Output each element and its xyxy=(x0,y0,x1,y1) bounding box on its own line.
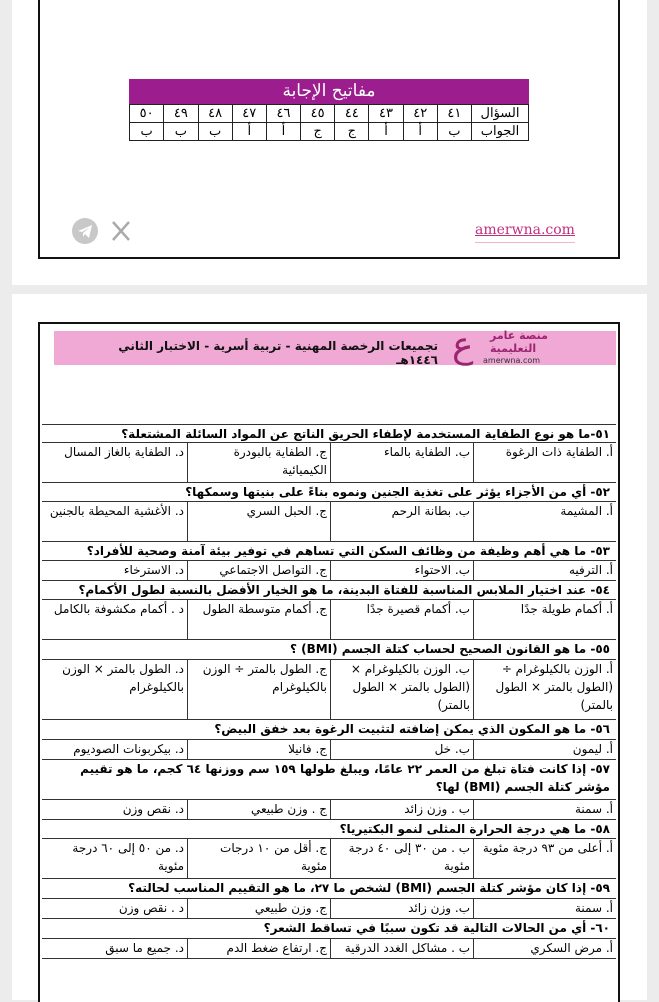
options-row-51 xyxy=(42,442,616,483)
option-a: أ. سمنة xyxy=(473,899,616,919)
key-a-cell: أ xyxy=(232,123,266,141)
key-q-cell: ٤٩ xyxy=(164,105,198,123)
question-51: ٥١-ما هو نوع الطفاية المستخدمة لإطفاء الحريق الناتج عن المواد السائلة المشتعلة؟ xyxy=(42,424,616,442)
option-a: أ. سمنة xyxy=(473,800,616,820)
question-53: ٥٣- ما هي أهم وظيفة من وظائف السكن التي تساهم في توفير بيئة آمنة وصحية للأفراد؟ xyxy=(42,541,616,560)
option-d: د. الطول بالمتر × الوزن بالكيلوغرام xyxy=(62,662,184,694)
answer-key-question-row xyxy=(130,105,529,123)
option-d: د. الطفاية بالغاز المسال xyxy=(64,445,184,459)
options-row-53 xyxy=(42,560,616,581)
option-a: أ. الطفاية ذات الرغوة xyxy=(473,443,616,483)
answer-key-answer-row xyxy=(130,123,529,141)
option-d: د. الاسترخاء xyxy=(123,563,184,577)
option-c: ج. الطفاية بالبودرة الكيميائية xyxy=(187,443,330,483)
question-58: ٥٨- ما هي درجة الحرارة المثلى لنمو البكتيريا؟ xyxy=(42,819,616,838)
options-row-55 xyxy=(42,659,616,720)
options-row-59 xyxy=(42,898,616,919)
options-row-56 xyxy=(42,739,616,760)
table-bottom-border xyxy=(42,958,616,959)
option-c: ج . وزن طبيعي xyxy=(187,800,330,820)
option-b: ب . مشاكل الغدد الدرقية xyxy=(330,939,473,959)
option-b: ب. خل xyxy=(330,740,473,760)
answer-key-title: مفاتيح الإجابة xyxy=(129,79,529,104)
option-d: د . أكمام مكشوفة بالكامل xyxy=(53,602,184,616)
option-a: أ. أكمام طويلة جدًا xyxy=(473,600,616,640)
option-a: أ. الوزن بالكيلوغرام ÷ (الطول بالمتر × الطول بالمتر) xyxy=(473,660,616,720)
key-q-cell: ٤٥ xyxy=(301,105,335,123)
logo-line-2: التعليمية xyxy=(490,342,537,355)
logo-icon: ع xyxy=(452,325,474,366)
option-d: د. بيكربونات الصوديوم xyxy=(73,742,184,756)
question-56: ٥٦- ما هو المكون الذي يمكن إضافته لتثبيت الرغوة بعد خفق البيض؟ xyxy=(42,719,616,739)
options-row-58 xyxy=(42,838,616,879)
option-c: ج. الحبل السري xyxy=(187,502,330,542)
option-d: د . نقص وزن xyxy=(118,901,184,915)
question-54: ٥٤- عند اختيار الملابس المناسبة للفتاة البدينة، ما هو الخيار الأفضل بالنسبة لطول الأكمام؟ xyxy=(42,580,616,599)
question-55: ٥٥- ما هو القانون الصحيح لحساب كتلة الجسم (BMI) ؟ xyxy=(42,639,616,659)
watermark-link[interactable]: amerwna.com xyxy=(475,222,575,238)
key-q-cell: ٤٣ xyxy=(369,105,403,123)
option-b: ب. بطانة الرحم xyxy=(330,502,473,542)
key-q-cell: ٤٤ xyxy=(335,105,369,123)
question-label-cell: السؤال xyxy=(472,105,529,123)
key-a-cell: أ xyxy=(266,123,300,141)
options-row-54 xyxy=(42,599,616,640)
key-a-cell: ب xyxy=(130,123,164,141)
key-q-cell: ٤٦ xyxy=(266,105,300,123)
telegram-icon[interactable] xyxy=(72,218,98,244)
option-d: د. من ٥٠ إلى ٦٠ درجة مئوية xyxy=(72,841,184,873)
option-c: ج. أكمام متوسطة الطول xyxy=(187,600,330,640)
option-d: د. الأغشية المحيطة بالجنين xyxy=(49,504,184,518)
question-59: ٥٩- إذا كان مؤشر كتلة الجسم (BMI) لشخص ما ٢٧، ما هو التقييم المناسب لحالته؟ xyxy=(42,878,616,898)
key-a-cell: أ xyxy=(369,123,403,141)
answer-label-cell: الجواب xyxy=(472,123,529,141)
option-c: ج. ارتفاع ضغط الدم xyxy=(187,939,330,959)
key-q-cell: ٥٠ xyxy=(130,105,164,123)
option-c: ج. أقل من ١٠ درجات مئوية xyxy=(187,839,330,879)
option-a: أ. مرض السكري xyxy=(473,939,616,959)
key-a-cell: ب xyxy=(164,123,198,141)
question-52: ٥٢- أي من الأجزاء يؤثر على تغذية الجنين ونموه بناءً على بنيتها وسمكها؟ xyxy=(42,482,616,501)
option-b: ب. الوزن بالكيلوغرام × (الطول بالمتر × الطول بالمتر) xyxy=(330,660,473,720)
option-b: ب. الاحتواء xyxy=(330,561,473,581)
option-b: ب . من ٣٠ إلى ٤٠ درجة مئوية xyxy=(330,839,473,879)
logo-line-1: منصة عامر xyxy=(490,329,548,342)
option-c: ج. التواصل الاجتماعي xyxy=(187,561,330,581)
key-q-cell: ٤٧ xyxy=(232,105,266,123)
key-a-cell: ج xyxy=(335,123,369,141)
option-a: أ. الترفيه xyxy=(473,561,616,581)
question-60: ٦٠- أي من الحالات التالية قد تكون سببًا في تساقط الشعر؟ xyxy=(42,918,616,938)
options-row-57 xyxy=(42,799,616,820)
key-a-cell: ب xyxy=(437,123,471,141)
option-a: أ. أعلى من ٩٣ درجة مئوية xyxy=(473,839,616,879)
key-q-cell: ٤٨ xyxy=(198,105,232,123)
option-b: ب. أكمام قصيرة جدًا xyxy=(330,600,473,640)
options-row-52 xyxy=(42,501,616,542)
option-a: أ. ليمون xyxy=(473,740,616,760)
option-d: د. نقص وزن xyxy=(122,802,184,816)
option-c: ج. فانيلا xyxy=(187,740,330,760)
key-a-cell: أ xyxy=(403,123,437,141)
key-q-cell: ٤٢ xyxy=(403,105,437,123)
key-a-cell: ب xyxy=(198,123,232,141)
key-a-cell: ج xyxy=(301,123,335,141)
x-icon[interactable] xyxy=(108,218,134,244)
option-a: أ. المشيمة xyxy=(473,502,616,542)
option-b: ب . وزن زائد xyxy=(330,800,473,820)
answer-key-table xyxy=(129,104,529,141)
option-c: ج. الطول بالمتر ÷ الوزن بالكيلوغرام xyxy=(187,660,330,720)
option-c: ج. وزن طبيعي xyxy=(187,899,330,919)
options-row-60 xyxy=(42,938,616,959)
watermark-underline xyxy=(475,242,575,243)
option-b: ب. الطفاية بالماء xyxy=(330,443,473,483)
key-q-cell: ٤١ xyxy=(437,105,471,123)
option-d: د. جميع ما سبق xyxy=(105,941,184,955)
question-57: ٥٧- إذا كانت فتاة تبلغ من العمر ٢٢ عامًا، ويبلغ طولها ١٥٩ سم ووزنها ٦٤ كجم، ما هو تقييم مؤشر كتلة الجسم (BMI) لها؟ xyxy=(42,759,616,799)
header-title: تجميعات الرخصة المهنية - تربية أسرية - الاختبار الثاني ١٤٤٦هـ xyxy=(118,339,438,367)
option-b: ب. وزن زائد xyxy=(330,899,473,919)
logo-site: amerwna.com xyxy=(483,356,541,365)
